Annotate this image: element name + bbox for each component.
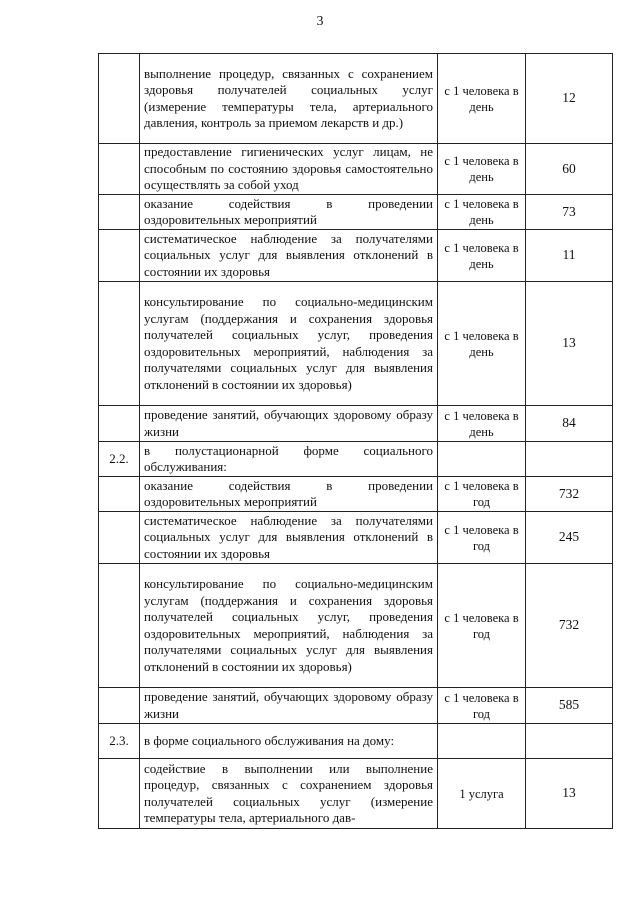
row-number [99,195,140,230]
norm-value: 84 [526,406,613,442]
row-number [99,406,140,442]
norm-value [526,442,613,477]
norm-value: 732 [526,477,613,512]
table-row [99,282,613,406]
row-number [99,688,140,724]
row-number [99,230,140,282]
table-row [99,759,613,829]
service-description: выполнение процедур, связанных с сохранением здоровья получателей социальных услуг (измерение температуры тела, артериального давления, контроль за приемом лекарств и др.) [140,54,438,144]
norm-value: 12 [526,54,613,144]
section-title: в полустационарной форме социального обслуживания: [140,442,438,477]
table-row [99,688,613,724]
unit-of-measure: с 1 человека в день [438,144,526,195]
row-number [99,477,140,512]
unit-of-measure: 1 услуга [438,759,526,829]
row-number [99,144,140,195]
service-description: консультирование по социально-медицинским услугам (поддержания и сохранения здоровья получателей социальных услуг, проведения оздоровительных мероприятий, наблюдения за получателями социальных услуг для выявления отклонений в состоянии их здоровья) [140,282,438,406]
unit-of-measure: с 1 человека в день [438,195,526,230]
row-number [99,282,140,406]
row-number [99,564,140,688]
row-number [99,759,140,829]
service-description: систематическое наблюдение за получателями социальных услуг для выявления отклонений в состоянии их здоровья [140,230,438,282]
norm-value: 585 [526,688,613,724]
row-number [99,54,140,144]
table-row [99,54,613,144]
unit-of-measure: с 1 человека в день [438,230,526,282]
section-row [99,724,613,759]
table-row [99,564,613,688]
table-row [99,406,613,442]
service-description: консультирование по социально-медицинским услугам (поддержания и сохранения здоровья получателей социальных услуг, проведения оздоровительных мероприятий, наблюдения за получателями социальных услуг для выявления отклонений в состоянии их здоровья) [140,564,438,688]
unit-of-measure [438,442,526,477]
norm-value: 732 [526,564,613,688]
unit-of-measure: с 1 человека в день [438,282,526,406]
table-row [99,512,613,564]
service-description: предоставление гигиенических услуг лицам, не способным по состоянию здоровья самостоятельно осуществлять за собой уход [140,144,438,195]
unit-of-measure: с 1 человека в год [438,564,526,688]
unit-of-measure: с 1 человека в день [438,54,526,144]
unit-of-measure: с 1 человека в год [438,477,526,512]
service-description: проведение занятий, обучающих здоровому образу жизни [140,688,438,724]
norm-value: 11 [526,230,613,282]
row-number [99,512,140,564]
norm-value: 13 [526,282,613,406]
unit-of-measure: с 1 человека в год [438,688,526,724]
service-description: оказание содействия в проведении оздоровительных мероприятий [140,195,438,230]
norm-value: 245 [526,512,613,564]
unit-of-measure [438,724,526,759]
service-description: оказание содействия в проведении оздоровительных мероприятий [140,477,438,512]
section-title: в форме социального обслуживания на дому: [140,724,438,759]
section-number: 2.3. [99,724,140,759]
unit-of-measure: с 1 человека в год [438,512,526,564]
table-row [99,477,613,512]
section-number: 2.2. [99,442,140,477]
service-description: проведение занятий, обучающих здоровому образу жизни [140,406,438,442]
table-row [99,144,613,195]
table-row [99,195,613,230]
norm-value [526,724,613,759]
service-description: систематическое наблюдение за получателями социальных услуг для выявления отклонений в состоянии их здоровья [140,512,438,564]
norm-value: 13 [526,759,613,829]
unit-of-measure: с 1 человека в день [438,406,526,442]
table-row [99,230,613,282]
norms-table [98,53,613,829]
norm-value: 60 [526,144,613,195]
page-number: 3 [316,14,324,29]
norm-value: 73 [526,195,613,230]
section-row [99,442,613,477]
service-description: содействие в выполнении или выполнение процедур, связанных с сохранением здоровья получателей социальных услуг (измерение температуры тела, артериального дав- [140,759,438,829]
